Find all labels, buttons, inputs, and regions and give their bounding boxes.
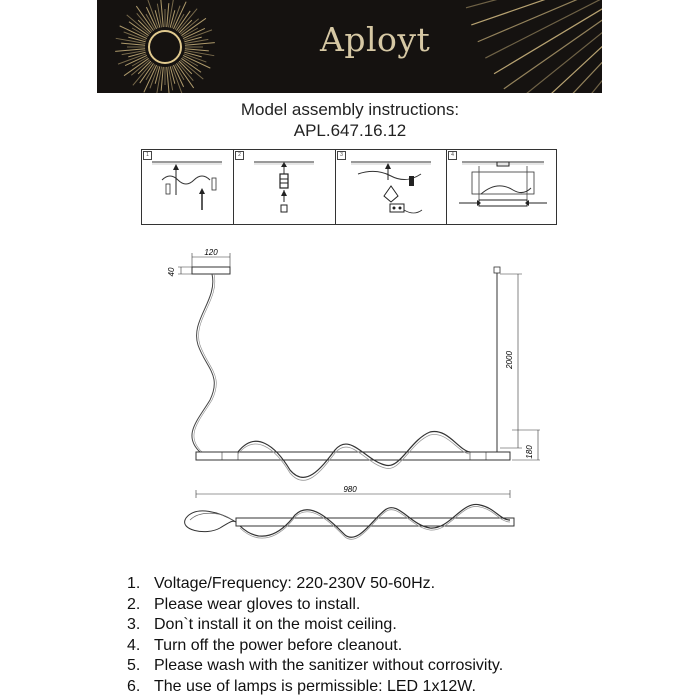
note-number: 6. (127, 677, 141, 695)
step-number: 2 (235, 151, 244, 160)
step-number: 3 (337, 151, 346, 160)
wave-led (238, 432, 470, 478)
note-text: Please wear gloves to install. (154, 595, 361, 613)
suspension-length-label: 2000 (505, 351, 514, 369)
step-number: 1 (143, 151, 152, 160)
note-text: The use of lamps is permissible: LED 1x12W. (154, 677, 476, 695)
list-item (127, 677, 503, 698)
step-1 (142, 150, 234, 224)
length-label: 980 (343, 485, 357, 494)
list-item (127, 615, 503, 636)
ceiling-mount-drill-icon (142, 150, 233, 224)
step-2 (234, 150, 336, 224)
coiled-cable-top-view (185, 511, 236, 532)
note-text: Voltage/Frequency: 220-230V 50-60Hz. (154, 575, 436, 592)
step-number: 4 (448, 151, 457, 160)
note-text: Please wash with the sanitizer without corrosivity. (154, 657, 504, 674)
note-number: 4. (127, 636, 141, 654)
step-4 (447, 150, 559, 224)
mounting-screw-icon (234, 150, 335, 224)
note-number: 3. (127, 616, 141, 633)
note-number: 2. (127, 595, 141, 613)
instruction-notes (127, 574, 503, 697)
assembly-steps (141, 149, 557, 225)
canopy-width-label: 120 (204, 248, 218, 257)
power-cable (192, 274, 214, 452)
technical-drawing (160, 248, 540, 548)
note-text: Turn off the power before cleanout. (154, 636, 403, 654)
fixture-assembly-icon (447, 150, 559, 224)
note-number: 5. (127, 657, 141, 674)
list-item (127, 574, 503, 595)
brand-banner (97, 0, 602, 93)
step-3 (336, 150, 447, 224)
canopy-height-label: 40 (167, 267, 176, 277)
fixture-body (196, 452, 510, 460)
canopy (192, 267, 230, 274)
document-heading: Model assembly instructions: (240, 100, 460, 119)
note-text: Don`t install it on the moist ceiling. (154, 616, 397, 633)
brand-name: Aployt (320, 20, 431, 59)
wire-connection-icon (336, 150, 446, 224)
list-item (127, 595, 503, 616)
list-item (127, 656, 503, 677)
body-height-label: 180 (525, 445, 534, 459)
ceiling-anchor (494, 267, 500, 273)
list-item (127, 636, 503, 657)
model-number: APL.647.16.12 (293, 121, 407, 140)
note-number: 1. (127, 575, 141, 592)
